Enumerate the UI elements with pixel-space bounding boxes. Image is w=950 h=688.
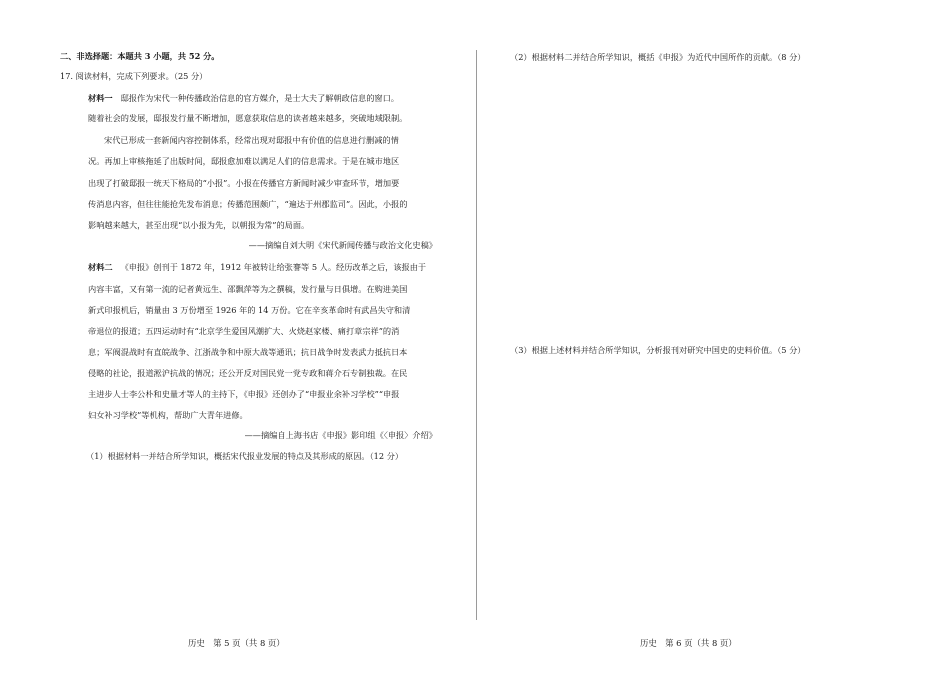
material2-source: ——摘编自上海书店《申报》影印组《〈申报〉介绍》 — [244, 430, 437, 440]
material2-line: 内容丰富，又有第一流的记者黄远生、邵飘萍等为之撰稿，发行量与日俱增。在购进美国 — [88, 284, 408, 294]
material2-line: 主进步人士李公朴和史量才等人的主持下，《申报》还创办了“申报业余补习学校”“申报 — [88, 389, 400, 399]
material2-line: 息；军阀混战时有直皖战争、江浙战争和中原大战等通讯；抗日战争时发表武力抵抗日本 — [88, 347, 408, 357]
material1-first-line — [88, 92, 399, 104]
exam-page-right — [478, 0, 950, 688]
material2-line: 帝退位的报道；五四运动时有“北京学生爱国风潮扩大、火烧赵家楼、痛打章宗祥”的消 — [88, 326, 400, 336]
material2-label: 材料二 — [88, 262, 113, 272]
question-17-3: （3）根据上述材料并结合所学知识，分析报刊对研究中国史的史料价值。（5 分） — [510, 345, 806, 355]
material2-line: 《申报》创刊于 1872 年，1912 年被转让给张謇等 5 人。经历改革之后，该报由于 — [120, 262, 427, 272]
material2-first-line — [88, 261, 426, 273]
material1-line: 传消息内容，但往往能抢先发布消息；传播范围颇广，“遍达于州郡监司”。因此，小报的 — [88, 199, 408, 209]
material1-line: 随着社会的发展，邸报发行量不断增加，愿意获取信息的读者越来越多，突破地域限制。 — [88, 113, 408, 123]
question-17-header: 17. 阅读材料，完成下列要求。（25 分） — [60, 71, 208, 81]
material1-line: 况。再加上审核拖延了出版时间，邸报愈加难以满足人们的信息需求。于是在城市地区 — [88, 156, 400, 166]
page-divider — [476, 50, 477, 620]
material1-line: 邸报作为宋代一种传播政治信息的官方媒介，是士大夫了解朝政信息的窗口。 — [120, 93, 399, 103]
question-17-1: （1）根据材料一并结合所学知识，概括宋代报业发展的特点及其形成的原因。（12 分） — [86, 451, 404, 461]
material1-line: 影响越来越大，甚至出现“以小报为先，以朝报为常”的局面。 — [88, 220, 310, 230]
material2-line: 妇女补习学校”等机构，帮助广大青年进修。 — [88, 410, 248, 420]
material1-line: 宋代已形成一套新闻内容控制体系，经常出现对邸报中有价值的信息进行删减的情 — [104, 135, 399, 145]
page-footer-left: 历史 第 5 页（共 8 页） — [188, 638, 285, 648]
material1-line: 出现了打破邸报一统天下格局的“小报”。小报在传播官方新闻时减少审查环节，增加要 — [88, 178, 400, 188]
page-footer-right: 历史 第 6 页（共 8 页） — [640, 638, 737, 648]
material1-label: 材料一 — [88, 93, 113, 103]
question-17-2: （2）根据材料二并结合所学知识，概括《申报》为近代中国所作的贡献。（8 分） — [510, 52, 806, 62]
material1-source: ——摘编自刘大明《宋代新闻传播与政治文化史稿》 — [248, 240, 437, 250]
material2-line: 新式印报机后，销量由 3 万份增至 1926 年的 14 万份。它在辛亥革命时有武昌失守和清 — [88, 305, 411, 315]
section-title: 二、非选择题：本题共 3 小题，共 52 分。 — [60, 51, 220, 61]
material2-line: 侵略的社论，报道淞沪抗战的情况；还公开反对国民党一党专政和蒋介石专制独裁。在民 — [88, 368, 408, 378]
